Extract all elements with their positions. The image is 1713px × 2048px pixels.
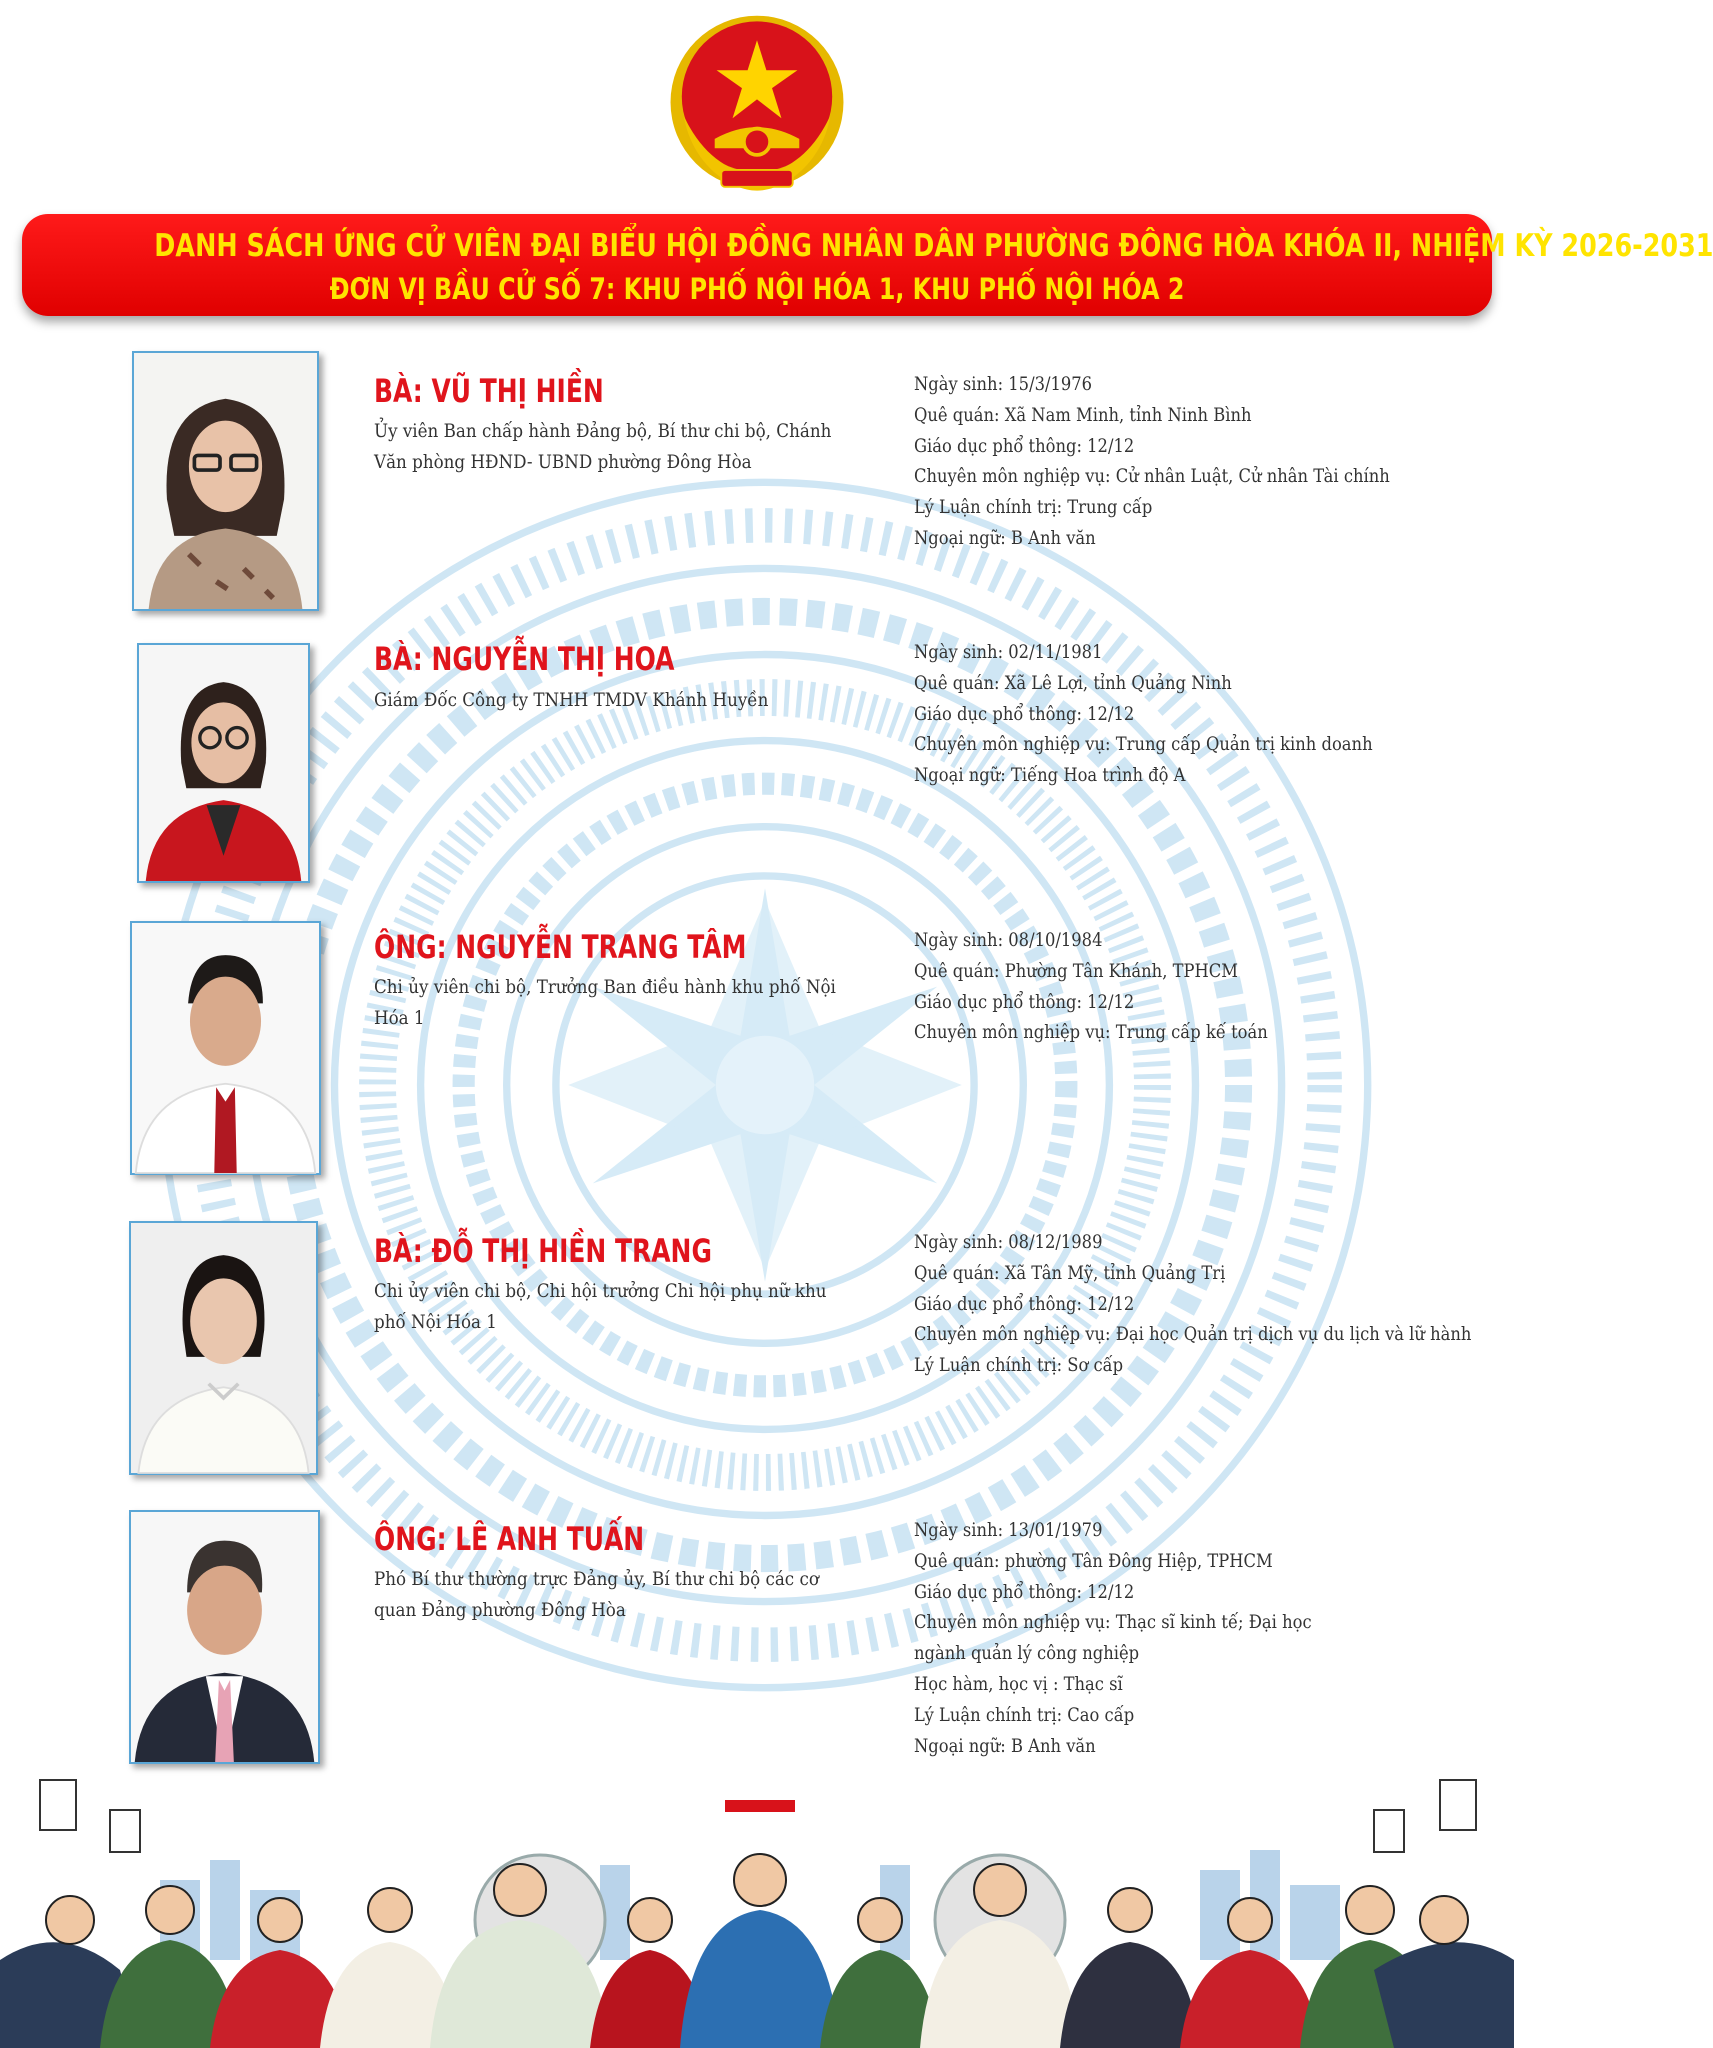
detail-item: Giáo dục phổ thông: 12/12 (914, 702, 1135, 725)
candidate-name: BÀ: NGUYỄN THỊ HOA (374, 640, 675, 678)
candidate-name: BÀ: VŨ THỊ HIỀN (374, 372, 604, 410)
candidate-position: Chi ủy viên chi bộ, Trưởng Ban điều hành khu phố Nội Hóa 1 (374, 976, 836, 1029)
candidate-position: Chi ủy viên chi bộ, Chi hội trưởng Chi hội phụ nữ khu phố Nội Hóa 1 (374, 1280, 827, 1333)
citizens-crowd-illustration (0, 1770, 1514, 2048)
candidate-photo (137, 643, 310, 883)
detail-item: Ngày sinh: 15/3/1976 (914, 373, 1093, 395)
candidate-photo (129, 1510, 320, 1764)
candidate-details (914, 1227, 1474, 1381)
detail-item: Lý Luận chính trị: Cao cấp (914, 1703, 1135, 1726)
candidate-position: Ủy viên Ban chấp hành Đảng bộ, Bí thư chi bộ, Chánh Văn phòng HĐND- UBND phường Đông Hòa (374, 420, 832, 473)
candidate-position: Giám Đốc Công ty TNHH TMDV Khánh Huyền (374, 689, 769, 711)
candidate-photo (130, 921, 321, 1175)
detail-item: Quê quán: phường Tân Đông Hiệp, TPHCM (914, 1549, 1273, 1572)
detail-item: Chuyên môn nghiệp vụ: Trung cấp kế toán (914, 1021, 1268, 1044)
detail-item: Quê quán: Xã Tân Mỹ, tỉnh Quảng Trị (914, 1261, 1226, 1284)
detail-item: Lý Luận chính trị: Sơ cấp (914, 1354, 1124, 1377)
candidate-position: Phó Bí thư thường trực Đảng ủy, Bí thư chi bộ các cơ quan Đảng phường Đông Hòa (374, 1568, 819, 1621)
candidate-details (914, 637, 1474, 791)
title-banner (22, 214, 1713, 316)
candidate-details (914, 1515, 1474, 1761)
detail-item: Giáo dục phổ thông: 12/12 (914, 1580, 1135, 1603)
detail-item: Học hàm, học vị : Thạc sĩ (914, 1672, 1123, 1695)
detail-item: Giáo dục phổ thông: 12/12 (914, 1292, 1135, 1315)
candidate-name: ÔNG: NGUYỄN TRANG TÂM (374, 928, 747, 966)
detail-item: Giáo dục phổ thông: 12/12 (914, 434, 1135, 457)
page-title: DANH SÁCH ỨNG CỬ VIÊN ĐẠI BIỂU HỘI ĐỒNG NHÂN DÂN PHƯỜNG ĐÔNG HÒA KHÓA II, NHIỆM KỲ 2026-2031 (154, 228, 1713, 264)
detail-item: Ngoại ngữ: B Anh văn (914, 526, 1096, 549)
detail-item: Ngày sinh: 13/01/1979 (914, 1519, 1103, 1541)
detail-item: Quê quán: Xã Nam Minh, tỉnh Ninh Bình (914, 403, 1252, 426)
detail-item: Ngày sinh: 02/11/1981 (914, 641, 1103, 663)
detail-item: Chuyên môn nghiệp vụ: Trung cấp Quản trị kinh doanh (914, 733, 1373, 756)
candidate-photo (129, 1221, 318, 1475)
detail-item: Quê quán: Phường Tân Khánh, TPHCM (914, 959, 1238, 982)
detail-item: Lý Luận chính trị: Trung cấp (914, 496, 1153, 519)
detail-item: Chuyên môn nghiệp vụ: Cử nhân Luật, Cử nhân Tài chính (914, 465, 1390, 488)
detail-item: Giáo dục phổ thông: 12/12 (914, 990, 1135, 1013)
candidate-photo (132, 351, 319, 611)
candidate-name: BÀ: ĐỖ THỊ HIỀN TRANG (374, 1232, 712, 1270)
candidate-details (914, 925, 1474, 1048)
detail-item: Ngày sinh: 08/10/1984 (914, 929, 1103, 951)
candidate-name: ÔNG: LÊ ANH TUẤN (374, 1520, 645, 1558)
detail-item: Quê quán: Xã Lê Lợi, tỉnh Quảng Ninh (914, 671, 1232, 694)
detail-item: Chuyên môn nghiệp vụ: Đại học Quản trị dịch vụ du lịch và lữ hành (914, 1323, 1472, 1346)
detail-item: Chuyên môn nghiệp vụ: Thạc sĩ kinh tế; Đại học ngành quản lý công nghiệp (914, 1611, 1312, 1665)
detail-item: Ngoại ngữ: B Anh văn (914, 1734, 1096, 1757)
detail-item: Ngày sinh: 08/12/1989 (914, 1231, 1103, 1253)
page-subtitle: ĐƠN VỊ BẦU CỬ SỐ 7: KHU PHỐ NỘI HÓA 1, KHU PHỐ NỘI HÓA 2 (329, 272, 1185, 306)
candidate-details (914, 369, 1474, 554)
national-emblem-icon (663, 12, 851, 200)
detail-item: Ngoại ngữ: Tiếng Hoa trình độ A (914, 764, 1186, 787)
